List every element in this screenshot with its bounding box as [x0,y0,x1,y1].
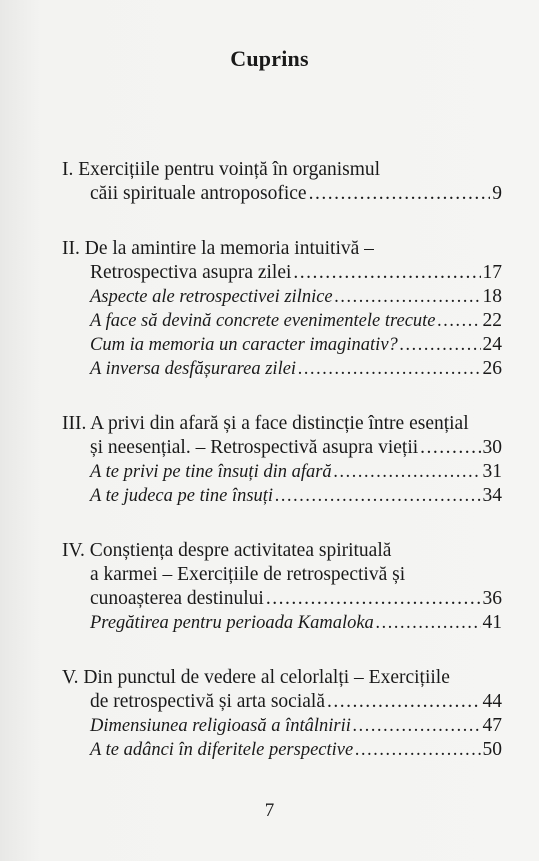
toc-entry-text: Retrospectiva asupra zilei [90,262,292,283]
toc-entry-text: Pregătirea pentru perioada Kamaloka [90,613,374,633]
toc-page-number: 9 [492,183,502,204]
toc-page-number: 17 [482,262,502,283]
toc-subsection-entry [62,357,502,381]
dot-leader [293,261,480,285]
dot-leader [438,309,481,333]
toc-entry-text: Dimensiunea religioasă a întâlnirii [90,716,351,736]
toc-subsection-entry [62,484,502,508]
toc-chapter-heading [62,666,502,690]
toc-chapter-entry [62,261,502,285]
toc-entry-text: A te privi pe tine însuți din afară [90,462,332,482]
toc-entry-text: II. De la amintire la memoria intuitivă – [62,238,374,259]
page-number: 7 [264,800,275,821]
toc-page-number: 36 [482,588,502,609]
toc-entry-text: și neesențial. – Retrospectivă asupra vieții [90,437,419,458]
toc-page-number: 34 [482,485,502,506]
toc-entry-text: III. A privi din afară și a face distincție între esențial [62,413,469,434]
dot-leader [334,460,481,484]
dot-leader [420,436,480,460]
toc-chapter-heading [62,237,502,261]
dot-leader [327,690,481,714]
toc-section-1 [62,158,502,206]
dot-leader [400,333,481,357]
toc-section-4 [62,539,502,635]
toc-page-number: 26 [482,358,502,379]
toc-entry-text: A face să devină concrete evenimentele trecute [90,311,436,331]
toc-subsection-entry [62,460,502,484]
toc-chapter-heading [62,412,502,436]
toc-chapter-heading [62,539,502,563]
toc-page-number: 31 [482,461,502,482]
toc-entry-text: I. Exercițiile pentru voință în organismul [62,159,381,180]
toc-page-number: 24 [482,334,502,355]
toc-page-number: 22 [482,310,502,331]
dot-leader [355,738,480,762]
toc-entry-text: Cum ia memoria un caracter imaginativ? [90,335,398,355]
toc-subsection-entry [62,714,502,738]
toc-chapter-entry [62,690,502,714]
dot-leader [376,611,481,635]
page-title: Cuprins [230,46,309,71]
toc-page-number: 44 [482,691,502,712]
toc-entry-text: cunoașterea destinului [90,588,264,609]
dot-leader [275,484,480,508]
toc-chapter-heading-continued [62,563,502,587]
toc-section-3 [62,412,502,508]
toc-page-number: 30 [482,437,502,458]
dot-leader [309,182,491,206]
toc-chapter-heading [62,158,502,182]
toc-subsection-entry [62,285,502,309]
toc-subsection-entry [62,738,502,762]
toc-section-5 [62,666,502,762]
toc-entry-text: A te adânci în diferitele perspective [90,740,354,760]
toc-entry-text: a karmei – Exercițiile de retrospectivă și [90,564,406,585]
toc-entry-text: A inversa desfășurarea zilei [90,359,297,379]
toc-section-2 [62,237,502,381]
dot-leader [266,587,481,611]
toc-page-number: 41 [482,612,502,633]
toc-entry-text: A te judeca pe tine însuți [90,486,274,506]
toc-page-number: 18 [482,286,502,307]
toc-entry-text: de retrospectivă și arta socială [90,691,325,712]
toc-subsection-entry [62,611,502,635]
toc-page-number: 47 [482,715,502,736]
dot-leader [298,357,480,381]
toc-entry-text: V. Din punctul de vedere al celorlalți – Exercițiile [62,667,450,688]
toc-subsection-entry [62,309,502,333]
toc-chapter-entry [62,587,502,611]
toc-entry-text: IV. Conștiența despre activitatea spirituală [62,540,392,561]
toc-entry-text: căii spirituale antroposofice [90,183,307,204]
toc-page-number: 50 [482,739,502,760]
table-of-contents [62,158,502,793]
toc-subsection-entry [62,333,502,357]
toc-entry-text: Aspecte ale retrospectivei zilnice [90,287,333,307]
dot-leader [335,285,481,309]
dot-leader [353,714,481,738]
toc-chapter-entry [62,436,502,460]
toc-chapter-entry [62,182,502,206]
